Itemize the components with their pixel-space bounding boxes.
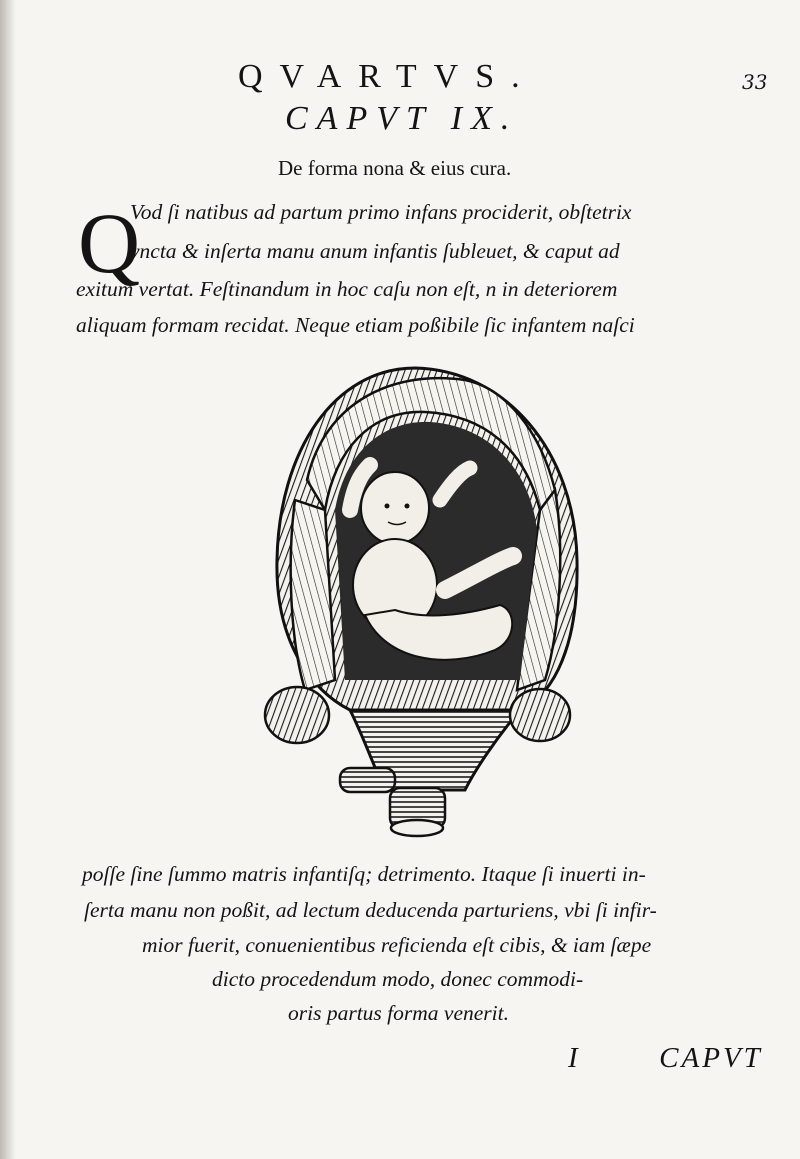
text-line: exitum vertat. Feſtinandum in hoc caſu non eſt, n in deteriorem bbox=[76, 277, 618, 301]
footer-line bbox=[568, 1042, 763, 1075]
catchword: CAPVT bbox=[659, 1042, 763, 1074]
gutter-shadow bbox=[0, 0, 16, 1159]
chapter-heading: CAPVT IX. bbox=[285, 100, 519, 137]
text-line: dicto procedendum modo, donec commodi- bbox=[212, 967, 584, 991]
text-line: mior fuerit, conuenientibus reficienda eſt cibis, & iam ſæpe bbox=[142, 933, 652, 957]
chapter-title: De forma nona & eius cura. bbox=[278, 156, 512, 180]
text-line: poſſe ſine ſummo matris infantiſq; detrimento. Itaque ſi inuerti in- bbox=[82, 862, 646, 886]
right-ovary bbox=[510, 689, 570, 741]
vessel-left bbox=[340, 768, 395, 792]
text-line: oris partus forma venerit. bbox=[288, 1001, 509, 1025]
text-line: aliquam formam recidat. Neque etiam poßibile ſic infantem naſci bbox=[76, 313, 635, 337]
signature-mark: I bbox=[568, 1042, 581, 1074]
left-ovary bbox=[265, 687, 329, 743]
text-line: vncta & inſerta manu anum infantis ſubleuet, & caput ad bbox=[130, 239, 620, 263]
page-number: 33 bbox=[742, 70, 768, 94]
text-line: ſerta manu non poßit, ad lectum deducenda parturiens, vbi ſi infir- bbox=[84, 898, 657, 922]
running-head: QVARTVS. bbox=[238, 58, 537, 95]
woodcut-illustration bbox=[255, 360, 585, 840]
text-line: Vod ſi natibus ad partum primo infans prociderit, obſtetrix bbox=[130, 200, 632, 224]
drop-cap: Q bbox=[78, 195, 141, 291]
